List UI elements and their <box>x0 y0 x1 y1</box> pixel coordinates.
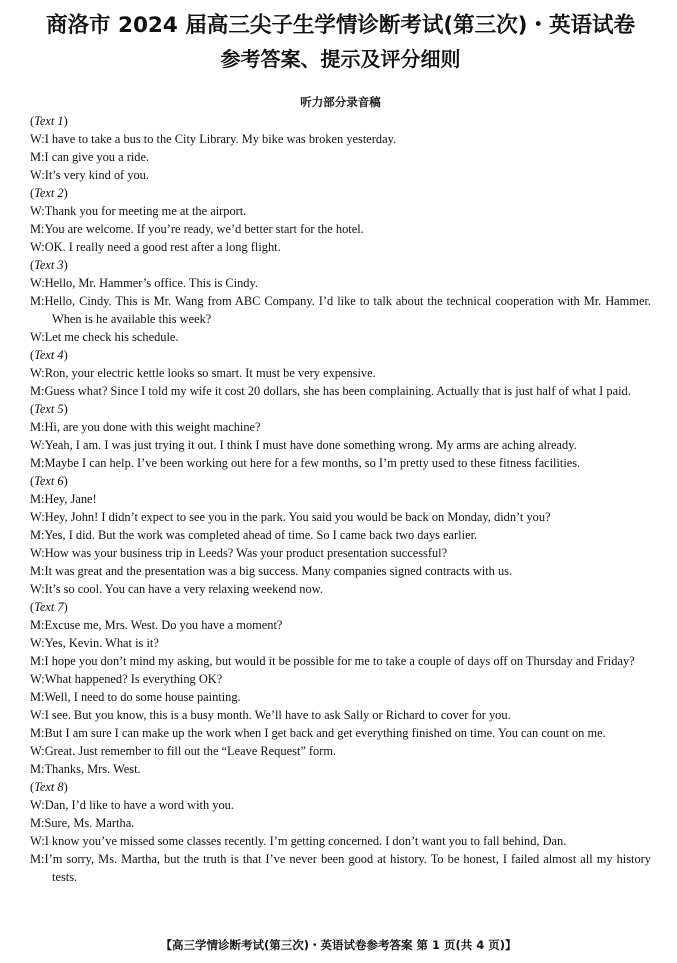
label-text: Text 2 <box>34 186 64 200</box>
dialogue-line <box>30 544 651 562</box>
speaker-label: W: <box>30 204 45 218</box>
label-text: Text 6 <box>34 474 64 488</box>
dialogue-line <box>30 274 651 292</box>
text-section-label <box>30 112 651 130</box>
dialogue-line <box>30 328 651 346</box>
label-open-paren: ( <box>30 474 35 488</box>
dialogue-line <box>30 418 651 436</box>
document-title: 商洛市 2024 届高三尖子生学情诊断考试(第三次)・英语试卷 <box>46 13 635 38</box>
dialogue-text: OK. I really need a good rest after a long flight. <box>44 240 281 254</box>
speaker-label: W: <box>30 582 45 596</box>
dialogue-line <box>30 166 651 184</box>
speaker-label: W: <box>30 744 45 758</box>
dialogue-line <box>30 292 651 328</box>
speaker-label: W: <box>30 276 45 290</box>
dialogue-text: Great. Just remember to fill out the “Leave Request” form. <box>44 744 337 758</box>
speaker-label: W: <box>30 366 45 380</box>
speaker-label: M: <box>30 420 45 434</box>
dialogue-line <box>30 742 651 760</box>
dialogue-text: Thank you for meeting me at the airport. <box>44 204 247 218</box>
speaker-label: M: <box>30 726 45 740</box>
dialogue-line <box>30 724 651 742</box>
label-close-paren: ) <box>63 186 68 200</box>
label-text: Text 5 <box>34 402 64 416</box>
dialogue-text: Ron, your electric kettle looks so smart. It must be very expensive. <box>44 366 376 380</box>
label-open-paren: ( <box>30 258 35 272</box>
speaker-label: M: <box>30 852 45 866</box>
dialogue-line <box>30 526 651 544</box>
dialogue-line <box>30 148 651 166</box>
speaker-label: W: <box>30 168 45 182</box>
speaker-label: W: <box>30 834 45 848</box>
dialogue-text: What happened? Is everything OK? <box>44 672 223 686</box>
dialogue-text: Excuse me, Mrs. West. Do you have a moment? <box>44 618 283 632</box>
text-section-label <box>30 778 651 796</box>
section-title: 听力部分录音稿 <box>300 95 381 109</box>
dialogue-text: I have to take a bus to the City Library. My bike was broken yesterday. <box>44 132 397 146</box>
speaker-label: M: <box>30 654 45 668</box>
speaker-label: W: <box>30 672 45 686</box>
dialogue-text: Thanks, Mrs. West. <box>44 762 141 776</box>
page-footer: 【高三学情诊断考试(第三次)・英语试卷参考答案 第 1 页(共 4 页)】 <box>160 938 517 952</box>
speaker-label: W: <box>30 132 45 146</box>
speaker-label: M: <box>30 456 45 470</box>
speaker-label: W: <box>30 438 45 452</box>
dialogue-text: Yes, Kevin. What is it? <box>44 636 159 650</box>
label-close-paren: ) <box>63 474 68 488</box>
dialogue-line <box>30 562 651 580</box>
speaker-label: M: <box>30 150 45 164</box>
dialogue-line <box>30 364 651 382</box>
label-text: Text 7 <box>34 600 64 614</box>
dialogue-line <box>30 760 651 778</box>
dialogue-text: Let me check his schedule. <box>44 330 179 344</box>
dialogue-text: I know you’ve missed some classes recently. I’m getting concerned. I don’t want you to fall behind, Dan. <box>44 834 567 848</box>
document-subtitle: 参考答案、提示及评分细则 <box>220 47 461 71</box>
speaker-label: M: <box>30 294 45 308</box>
dialogue-text: You are welcome. If you’re ready, we’d better start for the hotel. <box>44 222 364 236</box>
label-close-paren: ) <box>63 258 68 272</box>
dialogue-text: Hi, are you done with this weight machine? <box>44 420 261 434</box>
label-open-paren: ( <box>30 600 35 614</box>
dialogue-line <box>30 652 651 670</box>
speaker-label: W: <box>30 708 45 722</box>
dialogue-line <box>30 454 651 472</box>
dialogue-text: Sure, Ms. Martha. <box>44 816 135 830</box>
dialogue-text: Maybe I can help. I’ve been working out here for a few months, so I’m pretty used to these fitness facilities. <box>44 456 581 470</box>
speaker-label: W: <box>30 510 45 524</box>
text-section-label <box>30 472 651 490</box>
dialogue-line <box>30 616 651 634</box>
label-text: Text 3 <box>34 258 64 272</box>
text-section-label <box>30 184 651 202</box>
dialogue-text: It’s very kind of you. <box>44 168 149 182</box>
label-open-paren: ( <box>30 186 35 200</box>
dialogue-line <box>30 670 651 688</box>
text-section-label <box>30 598 651 616</box>
label-close-paren: ) <box>63 348 68 362</box>
speaker-label: M: <box>30 384 45 398</box>
speaker-label: M: <box>30 492 45 506</box>
speaker-label: M: <box>30 222 45 236</box>
speaker-label: M: <box>30 816 45 830</box>
dialogue-line <box>30 382 651 400</box>
label-open-paren: ( <box>30 780 35 794</box>
dialogue-text: Yes, I did. But the work was completed ahead of time. So I came back two days earlier. <box>44 528 478 542</box>
dialogue-text: I’m sorry, Ms. Martha, but the truth is that I’ve never been good at history. To be honest, I failed almost all my history tests. <box>44 852 651 884</box>
speaker-label: W: <box>30 636 45 650</box>
label-text: Text 4 <box>34 348 64 362</box>
label-open-paren: ( <box>30 402 35 416</box>
dialogue-line <box>30 814 651 832</box>
dialogue-text: Hello, Cindy. This is Mr. Wang from ABC Company. I’d like to talk about the technical cooperation with Mr. Hammer. When is he available this week? <box>44 294 651 326</box>
dialogue-text: Dan, I’d like to have a word with you. <box>44 798 234 812</box>
transcript <box>30 112 651 886</box>
speaker-label: M: <box>30 618 45 632</box>
dialogue-text: Hey, John! I didn’t expect to see you in the park. You said you would be back on Monday, didn’t you? <box>44 510 551 524</box>
text-section-label <box>30 256 651 274</box>
speaker-label: W: <box>30 546 45 560</box>
dialogue-line <box>30 436 651 454</box>
dialogue-line <box>30 130 651 148</box>
speaker-label: W: <box>30 798 45 812</box>
dialogue-line <box>30 850 651 886</box>
dialogue-text: Guess what? Since I told my wife it cost 20 dollars, she has been complaining. Actually that is just half of what I paid. <box>44 384 631 398</box>
speaker-label: M: <box>30 762 45 776</box>
dialogue-line <box>30 796 651 814</box>
dialogue-line <box>30 706 651 724</box>
speaker-label: M: <box>30 528 45 542</box>
label-text: Text 1 <box>34 114 64 128</box>
speaker-label: W: <box>30 240 45 254</box>
dialogue-text: Hey, Jane! <box>44 492 97 506</box>
dialogue-text: It was great and the presentation was a big success. Many companies signed contracts with us. <box>44 564 513 578</box>
dialogue-line <box>30 220 651 238</box>
dialogue-line <box>30 580 651 598</box>
dialogue-text: I see. But you know, this is a busy month. We’ll have to ask Sally or Richard to cover for you. <box>44 708 511 722</box>
dialogue-line <box>30 832 651 850</box>
dialogue-line <box>30 634 651 652</box>
label-text: Text 8 <box>34 780 64 794</box>
dialogue-line <box>30 508 651 526</box>
speaker-label: M: <box>30 690 45 704</box>
speaker-label: M: <box>30 564 45 578</box>
dialogue-text: Well, I need to do some house painting. <box>44 690 241 704</box>
dialogue-text: It’s so cool. You can have a very relaxing weekend now. <box>44 582 323 596</box>
dialogue-text: Hello, Mr. Hammer’s office. This is Cindy. <box>44 276 258 290</box>
label-close-paren: ) <box>63 600 68 614</box>
label-open-paren: ( <box>30 114 35 128</box>
dialogue-line <box>30 688 651 706</box>
text-section-label <box>30 400 651 418</box>
dialogue-text: How was your business trip in Leeds? Was your product presentation successful? <box>44 546 448 560</box>
text-section-label <box>30 346 651 364</box>
label-close-paren: ) <box>63 780 68 794</box>
label-open-paren: ( <box>30 348 35 362</box>
label-close-paren: ) <box>63 402 68 416</box>
dialogue-text: I can give you a ride. <box>44 150 150 164</box>
label-close-paren: ) <box>63 114 68 128</box>
dialogue-text: I hope you don’t mind my asking, but would it be possible for me to take a couple of days off on Thursday and Friday? <box>44 654 635 668</box>
dialogue-line <box>30 202 651 220</box>
dialogue-line <box>30 490 651 508</box>
speaker-label: W: <box>30 330 45 344</box>
dialogue-text: Yeah, I am. I was just trying it out. I think I must have done something wrong. My arms are aching already. <box>44 438 577 452</box>
dialogue-line <box>30 238 651 256</box>
dialogue-text: But I am sure I can make up the work when I get back and get everything finished on time. You can count on me. <box>44 726 606 740</box>
